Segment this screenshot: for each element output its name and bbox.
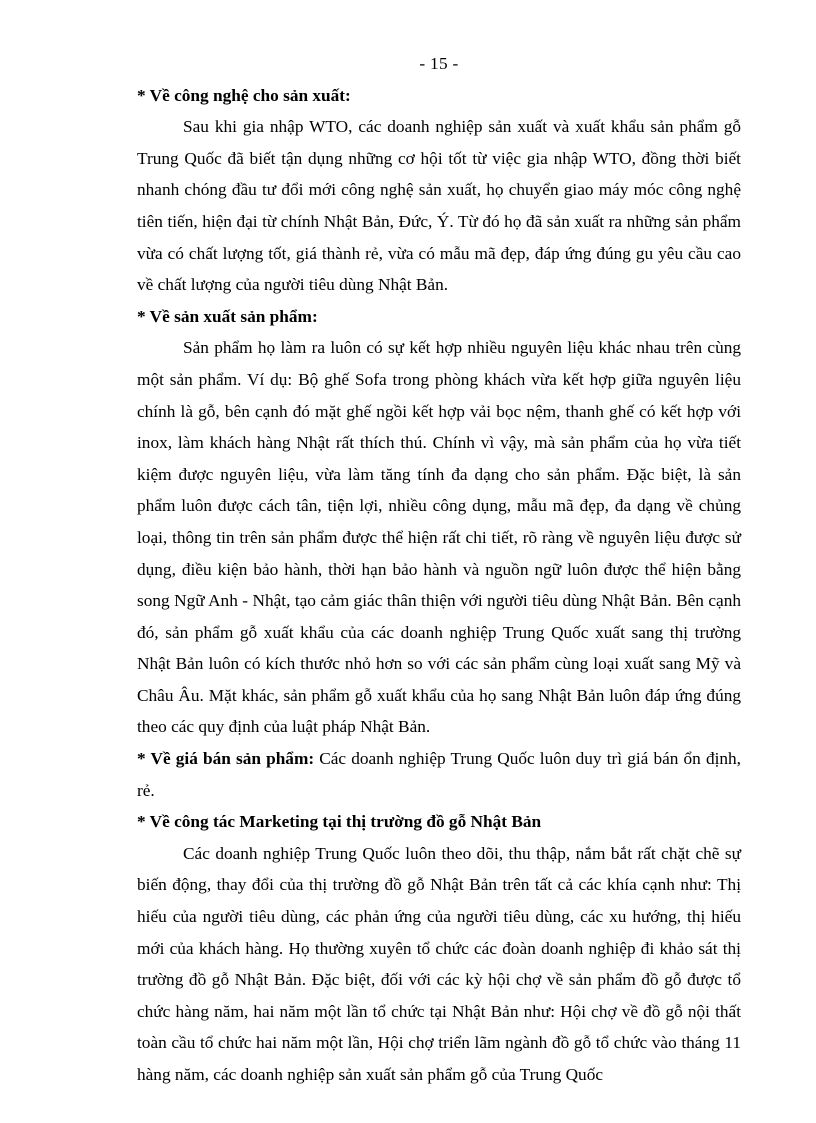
page-number: - 15 - xyxy=(419,54,459,73)
section-heading-pricing: * Về giá bán sản phẩm: xyxy=(137,749,315,769)
section-pricing xyxy=(137,743,741,806)
section-heading-production: * Về sản xuất sản phẩm: xyxy=(137,306,318,326)
section-heading-technology: * Về công nghệ cho sản xuất: xyxy=(137,85,351,105)
section-heading-marketing: * Về công tác Marketing tại thị trường đồ gỗ Nhật Bản xyxy=(137,812,542,832)
section-body-marketing: Các doanh nghiệp Trung Quốc luôn theo dõi, thu thập, nắm bắt rất chặt chẽ sự biến động, thay đổi của thị trường đồ gỗ Nhật Bản trên tất cả các khía cạnh như: Thị hiếu của người tiêu dùng, các phản ứng của người tiêu dùng, các xu hướng, thị hiếu mới của khách hàng. Họ thường xuyên tổ chức các đoàn doanh nghiệp đi khảo sát thị trường đồ gỗ Nhật Bản. Đặc biệt, đối với các kỳ hội chợ về sản phẩm đồ gỗ được tổ chức hàng năm, hai năm một lần tổ chức tại Nhật Bản như: Hội chợ về đồ gỗ nội thất toàn cầu tổ chức hai năm một lần, Hội chợ triển lãm ngành đồ gỗ tổ chức vào tháng 11 hàng năm, các doanh nghiệp sản xuất sản phẩm gỗ của Trung Quốc xyxy=(137,843,741,1084)
document-page xyxy=(137,48,741,1091)
section-body-pricing: Các doanh nghiệp Trung Quốc luôn duy trì giá bán ổn định, rẻ. xyxy=(137,749,741,800)
section-body-technology: Sau khi gia nhập WTO, các doanh nghiệp sản xuất và xuất khẩu sản phẩm gỗ Trung Quốc đã biết tận dụng những cơ hội tốt từ việc gia nhập WTO, đồng thời biết nhanh chóng đầu tư đổi mới công nghệ sản xuất, họ chuyển giao máy móc công nghệ tiên tiến, hiện đại từ chính Nhật Bản, Đức, Ý. Từ đó họ đã sản xuất ra những sản phẩm vừa có chất lượng tốt, giá thành rẻ, vừa có mẫu mã đẹp, đáp ứng đúng gu yêu cầu cao về chất lượng của người tiêu dùng Nhật Bản. xyxy=(137,117,741,295)
section-body-production: Sản phẩm họ làm ra luôn có sự kết hợp nhiều nguyên liệu khác nhau trên cùng một sản phẩm. Ví dụ: Bộ ghế Sofa trong phòng khách vừa kết hợp giữa nguyên liệu chính là gỗ, bên cạnh đó mặt ghế ngồi kết hợp vải bọc nệm, thanh ghế có kết hợp với inox, làm khách hàng Nhật rất thích thú. Chính vì vậy, mà sản phẩm của họ vừa tiết kiệm được nguyên liệu, vừa làm tăng tính đa dạng cho sản phẩm. Đặc biệt, là sản phẩm luôn được cách tân, tiện lợi, nhiều công dụng, mẫu mã đẹp, đa dạng về chủng loại, thông tin trên sản phẩm được thể hiện rất chi tiết, rõ ràng về nguyên liệu được sử dụng, điều kiện bảo hành, thời hạn bảo hành và nguồn ngữ luôn được thể hiện bằng song Ngữ Anh - Nhật, tạo cảm giác thân thiện với người tiêu dùng Nhật Bản. Bên cạnh đó, sản phẩm gỗ xuất khẩu của các doanh nghiệp Trung Quốc xuất sang thị trường Nhật Bản luôn có kích thước nhỏ hơn so với các sản phẩm cùng loại xuất sang Mỹ và Châu Âu. Mặt khác, sản phẩm gỗ xuất khẩu của họ sang Nhật Bản luôn đáp ứng đúng theo các quy định của luật pháp Nhật Bản. xyxy=(137,338,741,737)
